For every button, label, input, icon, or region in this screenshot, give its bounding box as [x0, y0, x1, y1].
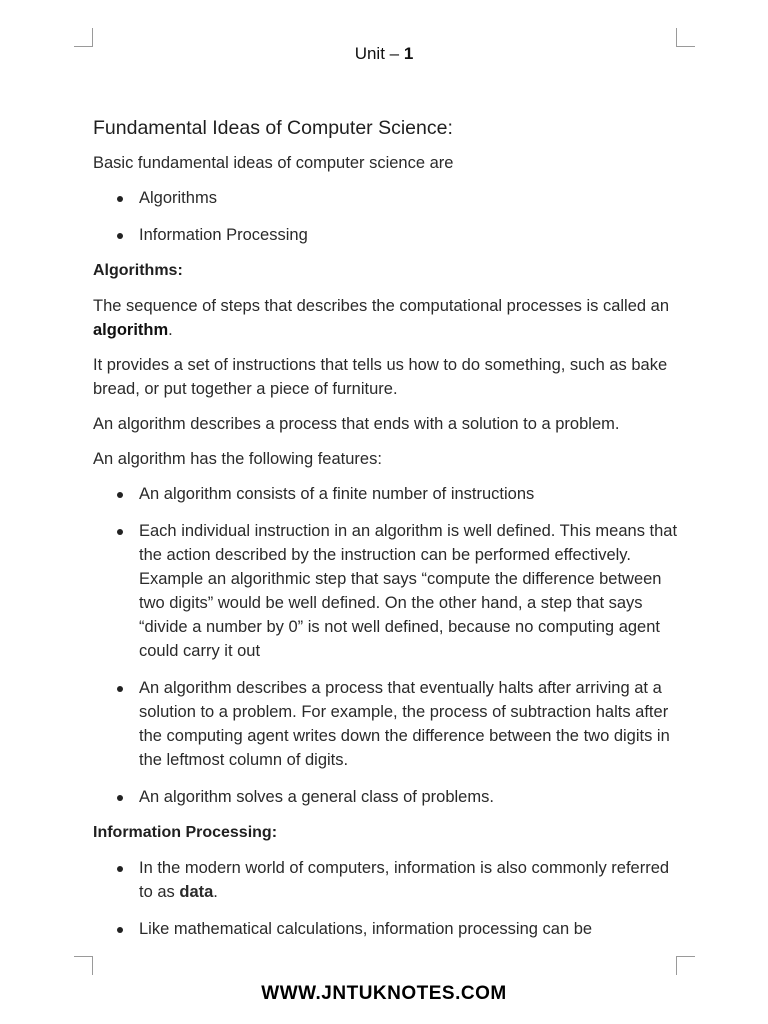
unit-number: 1: [403, 44, 414, 63]
algorithms-heading: Algorithms:: [93, 262, 183, 279]
bullet-icon: [117, 866, 123, 872]
list-item: [93, 519, 685, 663]
fundamental-list: [93, 186, 685, 247]
bullet-icon: [117, 686, 123, 692]
data-term: data: [179, 883, 214, 901]
bullet-icon: [117, 196, 123, 202]
list-item-text: Algorithms: [139, 189, 217, 207]
unit-prefix: Unit –: [354, 44, 404, 63]
bullet-icon: [117, 233, 123, 239]
crop-mark-bottom-right: [676, 956, 695, 975]
list-item-text: In the modern world of computers, information is also commonly referred to as: [139, 859, 670, 901]
information-processing-list: [93, 856, 685, 941]
list-item: [93, 223, 685, 247]
list-item-text: An algorithm describes a process that eventually halts after arriving at a solution to a problem. For example, the process of subtraction halts after the computing agent writes down the difference between the two digits in the leftmost column of digits.: [139, 679, 670, 769]
list-item-text: An algorithm consists of a finite number of instructions: [139, 485, 535, 503]
algorithms-para-features: An algorithm has the following features:: [93, 450, 382, 468]
list-item-text: An algorithm solves a general class of problems.: [139, 788, 494, 806]
list-item: [93, 676, 685, 772]
list-item: [93, 917, 685, 941]
list-item-text: Each individual instruction in an algorithm is well defined. This means that the action described by the instruction can be performed effectively. Example an algorithmic step that says “compute the difference between two digits” would be well defined. On the other hand, a step that says “divide a number by 0” is not well defined, because no computing agent could carry it out: [139, 522, 678, 660]
algorithms-definition: [93, 294, 685, 342]
list-item: [93, 785, 685, 809]
footer-site-link: WWW.JNTUKNOTES.COM: [261, 983, 507, 1004]
list-item-text: Like mathematical calculations, information processing can be: [139, 920, 593, 938]
information-processing-heading: Information Processing:: [93, 824, 278, 841]
definition-end: .: [168, 321, 173, 339]
crop-mark-bottom-left: [74, 956, 93, 975]
fundamental-intro: Basic fundamental ideas of computer science are: [93, 154, 454, 172]
list-item-text: Information Processing: [139, 226, 308, 244]
list-item: [93, 186, 685, 210]
page-title: [0, 44, 768, 64]
list-item-end: .: [213, 883, 218, 901]
definition-term: algorithm: [93, 321, 169, 339]
bullet-icon: [117, 492, 123, 498]
list-item: [93, 482, 685, 506]
algorithm-features-list: [93, 482, 685, 809]
fundamental-heading: Fundamental Ideas of Computer Science:: [93, 117, 453, 139]
bullet-icon: [117, 795, 123, 801]
bullet-icon: [117, 927, 123, 933]
bullet-icon: [117, 529, 123, 535]
algorithms-para-process: An algorithm describes a process that ends with a solution to a problem.: [93, 415, 620, 433]
algorithms-para-instructions: It provides a set of instructions that tells us how to do something, such as bake bread, or put together a piece of furniture.: [93, 356, 668, 398]
definition-text: The sequence of steps that describes the computational processes is called an: [93, 297, 670, 315]
document-body: [93, 116, 685, 954]
list-item: [93, 856, 685, 904]
